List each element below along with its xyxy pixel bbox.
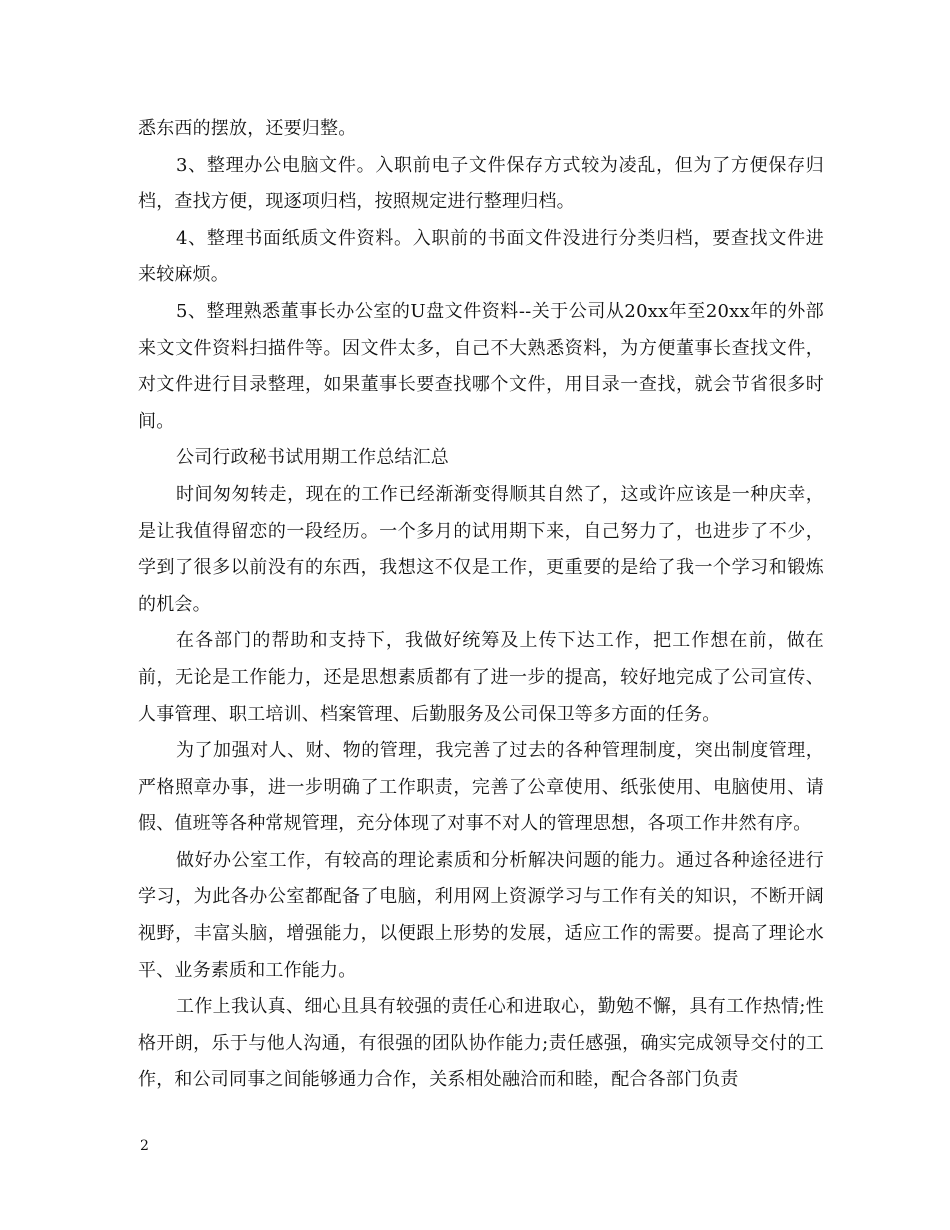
- paragraph-attitude: 工作上我认真、细心且具有较强的责任心和进取心，勤勉不懈，具有工作热情;性格开朗，乐于与他人沟通，有很强的团队协作能力;责任感强，确实完成领导交付的工作，和公司同事之间能够通力合作，关系相处融洽而和睦，配合各部门负责: [138, 996, 824, 1091]
- document-body: [138, 111, 824, 1099]
- paragraph-intro: 时间匆匆转走，现在的工作已经渐渐变得顺其自然了，这或许应该是一种庆幸，是让我值得留恋的一段经历。一个多月的试用期下来，自己努力了，也进步了不少，学到了很多以前没有的东西，我想这不仅是工作，更重要的是给了我一个学习和锻炼的机会。: [138, 483, 824, 615]
- section-heading: 公司行政秘书试用期工作总结汇总: [176, 447, 449, 469]
- paragraph-item-5: 5、整理熟悉董事长办公室的U盘文件资料--关于公司从20xx年至20xx年的外部来文文件资料扫描件等。因文件太多，自己不大熟悉资料，为方便董事长查找文件，对文件进行目录整理，如果董事长要查找哪个文件，用目录一查找，就会节省很多时间。: [138, 300, 824, 432]
- paragraph-management: 为了加强对人、财、物的管理，我完善了过去的各种管理制度，突出制度管理，严格照章办事，进一步明确了工作职责，完善了公章使用、纸张使用、电脑使用、请假、值班等各种常规管理，充分体现了对事不对人的管理思想，各项工作井然有序。: [138, 740, 824, 835]
- page-number: 2: [140, 1138, 149, 1154]
- paragraph-coordination: 在各部门的帮助和支持下，我做好统筹及上传下达工作，把工作想在前，做在前，无论是工作能力，还是思想素质都有了进一步的提高，较好地完成了公司宣传、人事管理、职工培训、档案管理、后勤服务及公司保卫等多方面的任务。: [138, 630, 824, 725]
- paragraph-item-3: 3、整理办公电脑文件。入职前电子文件保存方式较为凌乱，但为了方便保存归档，查找方便，现逐项归档，按照规定进行整理归档。: [138, 154, 824, 213]
- paragraph-item-4: 4、整理书面纸质文件资料。入职前的书面文件没进行分类归档，要查找文件进来较麻烦。: [138, 227, 824, 286]
- paragraph-continuation: 悉东西的摆放，还要归整。: [138, 118, 357, 139]
- paragraph-study: 做好办公室工作，有较高的理论素质和分析解决问题的能力。通过各种途径进行学习，为此各办公室都配备了电脑，利用网上资源学习与工作有关的知识，不断开阔视野，丰富头脑，增强能力，以便跟上形势的发展，适应工作的需要。提高了理论水平、业务素质和工作能力。: [138, 849, 824, 981]
